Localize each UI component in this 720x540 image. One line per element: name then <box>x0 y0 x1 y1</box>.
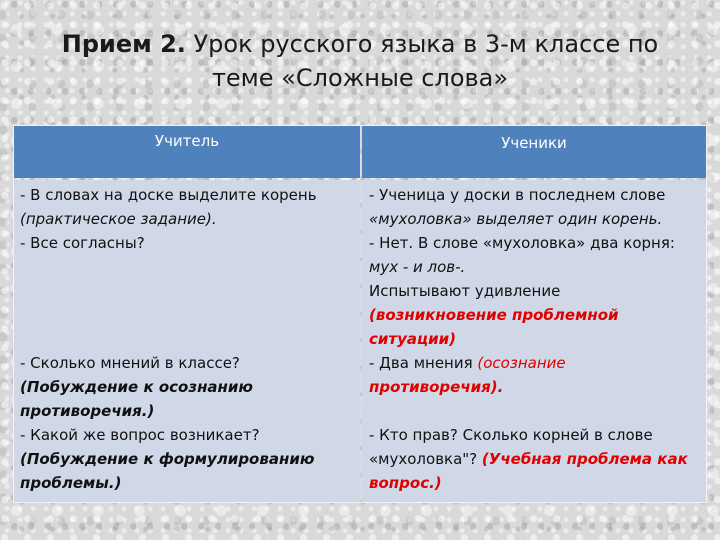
students-text: «мухоловка"? <box>369 450 482 468</box>
teacher-spacer <box>20 255 354 351</box>
title-rest: Урок русского языка в 3-м классе по <box>185 30 659 58</box>
students-red-text: (осознание <box>477 354 566 372</box>
students-line: - Кто прав? Сколько корней в слове <box>369 426 653 444</box>
students-text: - Два мнения <box>369 354 478 372</box>
teacher-cell <box>14 180 360 502</box>
students-line <box>369 447 700 471</box>
students-line: мух - и лов-. <box>369 258 466 276</box>
header-students: Ученики <box>362 126 706 178</box>
students-line: вопрос.) <box>369 474 442 492</box>
teacher-line: - В словах на доске выделите корень <box>20 186 317 204</box>
header-teacher: Учитель <box>14 126 360 178</box>
teacher-line: - Сколько мнений в классе? <box>20 354 240 372</box>
students-line: ситуации) <box>369 330 456 348</box>
students-spacer <box>369 399 700 423</box>
teacher-line: (Побуждение к формулированию <box>20 450 315 468</box>
students-line: противоречия). <box>369 378 504 396</box>
title-line2: теме «Сложные слова» <box>211 64 509 92</box>
students-line: (возникновение проблемной <box>369 306 619 324</box>
students-line: - Нет. В слове «мухоловка» два корня: <box>369 234 675 252</box>
teacher-line: (практическое задание). <box>20 210 217 228</box>
lesson-table <box>13 125 707 503</box>
teacher-line: - Все согласны? <box>20 234 145 252</box>
students-red-text: (Учебная проблема как <box>481 450 688 468</box>
students-line: - Ученица у доски в последнем слове <box>369 186 666 204</box>
teacher-line: (Побуждение к осознанию <box>20 378 254 396</box>
students-line <box>369 351 700 375</box>
teacher-line: противоречия.) <box>20 402 155 420</box>
students-cell <box>362 180 706 502</box>
title-bold: Прием 2. <box>61 30 186 58</box>
slide-title <box>20 27 700 95</box>
students-line: «мухоловка» выделяет один корень. <box>369 210 663 228</box>
teacher-line: проблемы.) <box>20 474 122 492</box>
students-line: Испытывают удивление <box>369 282 561 300</box>
teacher-line: - Какой же вопрос возникает? <box>20 426 260 444</box>
